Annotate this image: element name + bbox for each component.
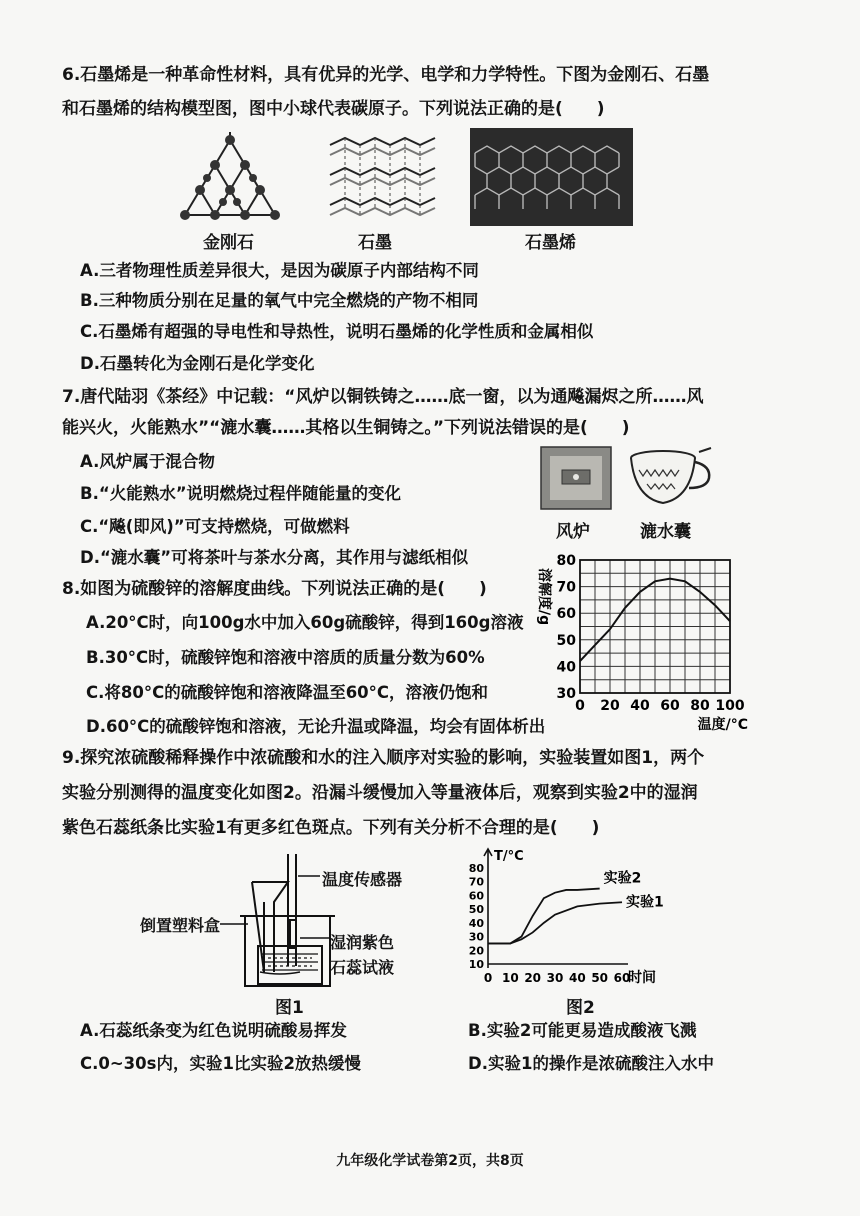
diamond-caption: 金刚石 xyxy=(203,233,254,253)
y-tick-label: 30 xyxy=(468,930,484,944)
x-tick-label: 60 xyxy=(660,698,680,714)
q6-option-d: D.石墨转化为金刚石是化学变化 xyxy=(80,354,315,373)
x-axis-label: 温度/°C xyxy=(697,717,748,733)
x-tick-label: 100 xyxy=(715,698,745,714)
x-axis-label: 时间 xyxy=(628,970,656,986)
x-tick-label: 0 xyxy=(483,971,493,985)
series-label-2: 实验1 xyxy=(626,894,664,911)
fig1-label-sensor: 温度传感器 xyxy=(322,870,403,889)
wind-stove-caption: 风炉 xyxy=(556,522,590,542)
q6-stem-line-2: 和石墨烯的结构模型图，图中小球代表碳原子。下列说法正确的是( ) xyxy=(62,99,605,119)
series-line-1 xyxy=(488,889,600,944)
x-tick-label: 50 xyxy=(591,971,609,985)
series-label-1: 实验2 xyxy=(603,870,642,887)
y-tick-label: 50 xyxy=(556,632,576,649)
q9-option-b: B.实验2可能更易造成酸液飞溅 xyxy=(468,1021,697,1040)
y-tick-label: 40 xyxy=(556,659,576,676)
diamond-structure-image xyxy=(175,130,290,225)
q8-option-d: D.60°C的硫酸锌饱和溶液，无论升温或降温，均会有固体析出 xyxy=(86,717,546,736)
series-line-2 xyxy=(488,902,622,943)
solubility-chart xyxy=(530,548,750,740)
y-tick-label: 40 xyxy=(468,916,484,930)
strainer-bag-image xyxy=(625,448,715,510)
q9-option-d: D.实验1的操作是浓硫酸注入水中 xyxy=(468,1054,714,1073)
y-tick-label: 10 xyxy=(468,958,484,971)
q9-stem-line-1: 9.探究浓硫酸稀释操作中浓硫酸和水的注入顺序对实验的影响，实验装置如图1，两个 xyxy=(62,748,705,768)
y-tick-label: 60 xyxy=(556,606,576,623)
fig2-caption: 图2 xyxy=(566,998,595,1018)
wind-stove-image xyxy=(540,446,612,510)
y-tick-label: 70 xyxy=(556,579,576,596)
q7-option-c: C.“飚(即风)”可支持燃烧，可做燃料 xyxy=(80,517,350,536)
q9-option-c: C.0~30s内，实验1比实验2放热缓慢 xyxy=(80,1054,361,1073)
q9-stem-line-2: 实验分别测得的温度变化如图2。沿漏斗缓慢加入等量液体后，观察到实验2中的湿润 xyxy=(62,783,698,803)
x-tick-label: 80 xyxy=(690,698,710,714)
y-tick-label: 80 xyxy=(556,553,576,569)
q7-option-d: D.“漉水囊”可将茶叶与茶水分离，其作用与滤纸相似 xyxy=(80,548,469,567)
y-tick-label: 30 xyxy=(556,686,576,702)
q8-option-c: C.将80°C的硫酸锌饱和溶液降温至60°C，溶液仍饱和 xyxy=(86,683,489,702)
fig1-label-box: 倒置塑料盒 xyxy=(140,916,221,935)
fig1-caption: 图1 xyxy=(275,998,304,1018)
graphene-structure-image xyxy=(470,128,633,226)
y-tick-label: 70 xyxy=(468,875,484,889)
q6-stem-line-1: 6.石墨烯是一种革命性材料，具有优异的光学、电学和力学特性。下图为金刚石、石墨 xyxy=(62,65,710,85)
x-tick-label: 30 xyxy=(546,971,564,985)
y-axis-label: 溶解度/g xyxy=(536,568,552,626)
page-footer: 九年级化学试卷第2页，共8页 xyxy=(336,1153,524,1169)
y-tick-label: 60 xyxy=(468,889,484,903)
q7-stem-line-2: 能兴火，火能熟水”“漉水囊……其格以生铜铸之。”下列说法错误的是( ) xyxy=(62,418,630,438)
q8-stem: 8.如图为硫酸锌的溶解度曲线。下列说法正确的是( ) xyxy=(62,579,487,599)
x-tick-label: 60 xyxy=(613,971,631,985)
q9-option-a: A.石蕊纸条变为红色说明硫酸易挥发 xyxy=(80,1021,347,1040)
y-tick-label: 80 xyxy=(468,862,484,875)
q8-option-b: B.30°C时，硫酸锌饱和溶液中溶质的质量分数为60% xyxy=(86,648,485,667)
q7-option-b: B.“火能熟水”说明燃烧过程伴随能量的变化 xyxy=(80,484,402,503)
fig1-label-litmus-2: 石蕊试液 xyxy=(330,958,395,977)
y-axis-label: T/°C xyxy=(494,849,524,864)
q7-option-a: A.风炉属于混合物 xyxy=(80,452,215,471)
x-tick-label: 40 xyxy=(568,971,586,985)
q6-option-b: B.三种物质分别在足量的氧气中完全燃烧的产物不相同 xyxy=(80,291,479,310)
temperature-chart xyxy=(462,846,692,996)
x-tick-label: 0 xyxy=(575,698,585,714)
x-tick-label: 20 xyxy=(524,971,542,985)
x-tick-label: 40 xyxy=(630,698,650,714)
x-tick-label: 20 xyxy=(600,698,620,714)
y-tick-label: 50 xyxy=(468,903,484,917)
q9-stem-line-3: 紫色石蕊纸条比实验1有更多红色斑点。下列有关分析不合理的是( ) xyxy=(62,818,600,838)
graphite-structure-image xyxy=(325,130,440,225)
graphite-caption: 石墨 xyxy=(358,233,392,253)
fig1-label-litmus-1: 湿润紫色 xyxy=(330,933,395,952)
y-tick-label: 20 xyxy=(468,944,484,958)
q8-option-a: A.20°C时，向100g水中加入60g硫酸锌，得到160g溶液 xyxy=(86,613,524,632)
strainer-bag-caption: 漉水囊 xyxy=(640,522,691,542)
q6-option-c: C.石墨烯有超强的导电性和导热性，说明石墨烯的化学性质和金属相似 xyxy=(80,322,594,341)
x-tick-label: 10 xyxy=(501,971,519,985)
q7-stem-line-1: 7.唐代陆羽《茶经》中记载：“风炉以铜铁铸之……底一窗，以为通飚漏烬之所……风 xyxy=(62,387,704,407)
q6-option-a: A.三者物理性质差异很大，是因为碳原子内部结构不同 xyxy=(80,261,479,280)
graphene-caption: 石墨烯 xyxy=(525,233,576,253)
